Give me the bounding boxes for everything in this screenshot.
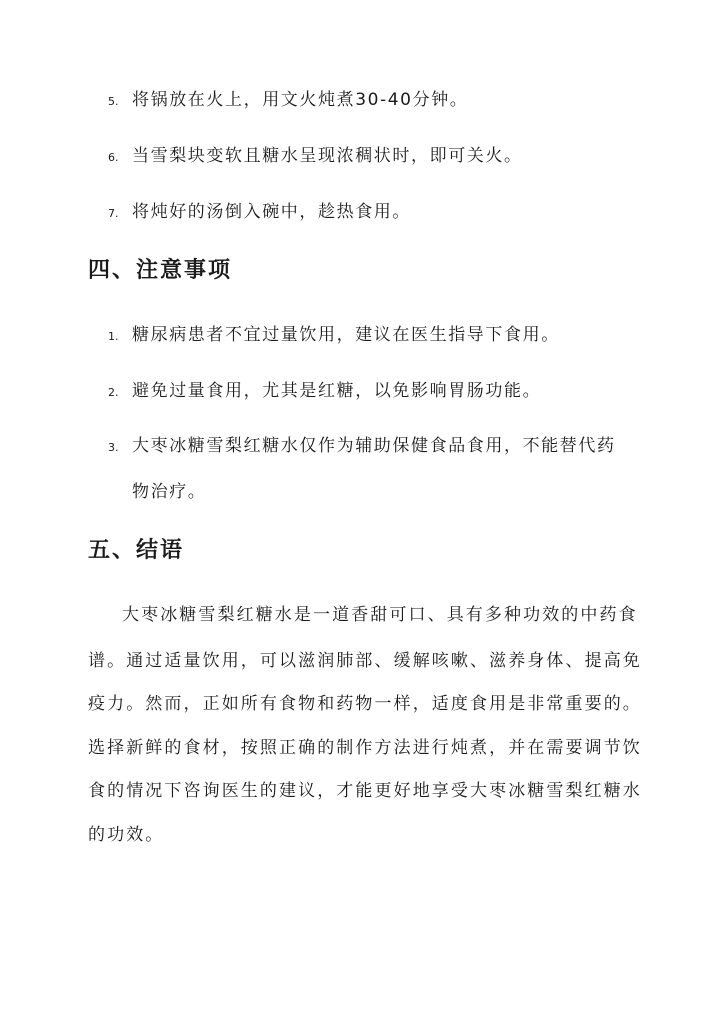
list-number: 2. <box>108 386 119 399</box>
list-number: 6. <box>108 151 119 164</box>
paragraph-line: 谱。通过适量饮用，可以滋润肺部、缓解咳嗽、滋养身体、提高免 <box>88 651 642 671</box>
list-item-note-3 <box>108 434 616 460</box>
list-item-step-7 <box>108 200 411 226</box>
list-item-note-1 <box>108 323 560 349</box>
list-item-note-2 <box>108 379 541 405</box>
section-heading-conclusion: 五、结语 <box>88 537 185 563</box>
paragraph-line: 的功效。 <box>88 825 165 845</box>
list-number: 1. <box>108 330 119 343</box>
paragraph-line: 大枣冰糖雪梨红糖水是一道香甜可口、具有多种功效的中药食 <box>122 605 638 625</box>
list-text: 大枣冰糖雪梨红糖水仅作为辅助保健食品食用，不能替代药 <box>132 436 616 456</box>
list-text: 糖尿病患者不宜过量饮用，建议在医生指导下食用。 <box>132 325 560 345</box>
list-text: 避免过量食用，尤其是红糖，以免影响胃肠功能。 <box>132 381 542 401</box>
paragraph-line: 食的情况下咨询医生的建议，才能更好地享受大枣冰糖雪梨红糖水 <box>88 781 642 801</box>
list-number: 3. <box>108 441 119 454</box>
list-item-note-3-continuation: 物治疗。 <box>132 482 207 502</box>
list-item-step-6 <box>108 144 523 170</box>
list-number: 5. <box>108 95 119 108</box>
section-heading-notes: 四、注意事项 <box>88 257 233 283</box>
list-text: 将锅放在火上，用文火炖煮30-40分钟。 <box>132 90 469 110</box>
list-text: 当雪梨块变软且糖水呈现浓稠状时，即可关火。 <box>132 146 523 166</box>
list-number: 7. <box>108 207 119 220</box>
list-text: 将炖好的汤倒入碗中，趁热食用。 <box>132 202 411 222</box>
paragraph-line: 疫力。然而，正如所有食物和药物一样，适度食用是非常重要的。 <box>88 694 642 714</box>
paragraph-line: 选择新鲜的食材，按照正确的制作方法进行炖煮，并在需要调节饮 <box>88 738 642 758</box>
list-item-step-5 <box>108 88 468 114</box>
